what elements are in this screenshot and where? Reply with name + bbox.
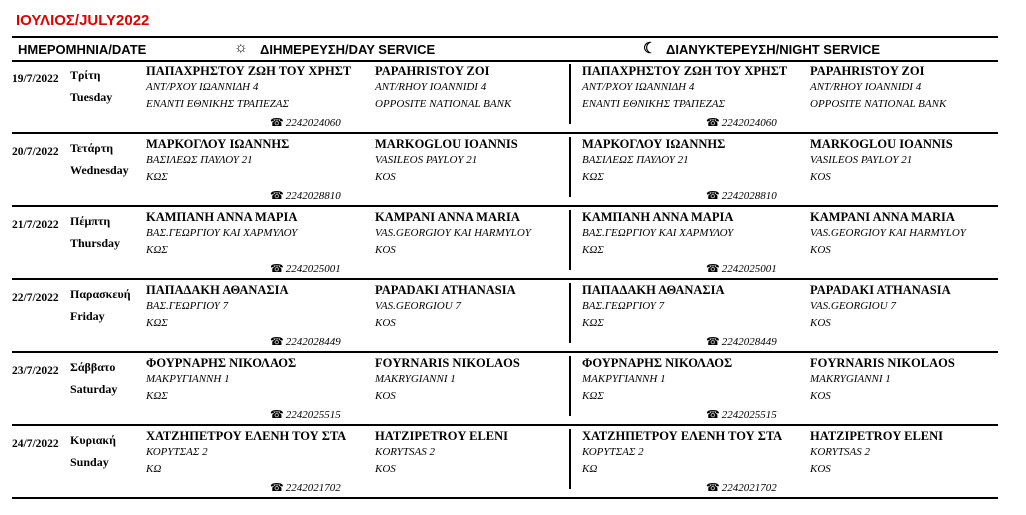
night-pharmacy-name-greek: ΦΟΥΡΝΑΡΗΣ ΝΙΚΟΛΑΟΣ bbox=[582, 356, 733, 370]
phone-icon: ☎ bbox=[270, 263, 284, 275]
weekday-english: Wednesday bbox=[70, 163, 129, 177]
day-city-english: OPPOSITE NATIONAL BANK bbox=[375, 98, 512, 110]
weekday-english: Tuesday bbox=[70, 90, 113, 104]
row-date: 20/7/2022 bbox=[12, 146, 59, 158]
night-service-header: ΔΙΑΝΥΚΤΕΡΕΥΣΗ/NIGHT SERVICE bbox=[666, 42, 881, 57]
day-address-english: VAS.GEORGIOY KAI HARMYLOY bbox=[375, 227, 531, 239]
phone-number: 2242025515 bbox=[285, 409, 341, 421]
night-city-english: KOS bbox=[810, 390, 831, 402]
night-pharmacy-name-greek: ΠΑΠΑΧΡΗΣΤΟΥ ΖΩΗ ΤΟΥ ΧΡΗΣΤ bbox=[582, 64, 788, 78]
day-address-greek: ΒΑΣ.ΓΕΩΡΓΙΟΥ 7 bbox=[146, 300, 229, 312]
column-divider bbox=[569, 283, 571, 343]
day-pharmacy-name-english: PAPAHRISTOY ZOI bbox=[375, 64, 490, 78]
day-city-greek: ΚΩ bbox=[146, 463, 162, 475]
row-weekday bbox=[70, 283, 131, 327]
night-pharmacy-name-english: MARKOGLOU IOANNIS bbox=[810, 137, 953, 151]
row-weekday bbox=[70, 429, 116, 473]
day-city-greek: ΚΩΣ bbox=[146, 244, 168, 256]
night-address-greek: ΒΑΣ.ΓΕΩΡΓΙΟΥ ΚΑΙ ΧΑΡΜΥΛΟΥ bbox=[582, 227, 734, 239]
row-date: 19/7/2022 bbox=[12, 73, 59, 85]
night-city-greek: ΕΝΑΝΤΙ ΕΘΝΙΚΗΣ ΤΡΑΠΕΖΑΣ bbox=[582, 98, 726, 110]
day-city-english: KOS bbox=[375, 317, 396, 329]
night-address-greek: ΒΑΣ.ΓΕΩΡΓΙΟΥ 7 bbox=[582, 300, 665, 312]
day-pharmacy-name-greek: ΦΟΥΡΝΑΡΗΣ ΝΙΚΟΛΑΟΣ bbox=[146, 356, 297, 370]
night-address-english: VAS.GEORGIOY KAI HARMYLOY bbox=[810, 227, 966, 239]
night-address-greek: ΚΟΡΥΤΣΑΣ 2 bbox=[582, 446, 644, 458]
table-row bbox=[12, 60, 998, 134]
weekday-greek: Πέμπτη bbox=[70, 214, 111, 228]
phone-number: 2242021702 bbox=[285, 482, 341, 494]
night-address-greek: ΒΑΣΙΛΕΩΣ ΠΑΥΛΟΥ 21 bbox=[582, 154, 689, 166]
night-pharmacy-name-greek: ΚΑΜΠΑΝΗ ΑΝΝΑ ΜΑΡΙΑ bbox=[582, 210, 734, 224]
row-weekday bbox=[70, 210, 120, 254]
day-address-greek: ΚΟΡΥΤΣΑΣ 2 bbox=[146, 446, 208, 458]
night-city-greek: ΚΩΣ bbox=[582, 171, 604, 183]
column-divider bbox=[569, 137, 571, 197]
day-city-english: KOS bbox=[375, 171, 396, 183]
row-weekday bbox=[70, 356, 117, 400]
phone-icon: ☎ bbox=[706, 117, 720, 129]
phone-number: 2242025515 bbox=[721, 409, 777, 421]
night-phone bbox=[706, 116, 777, 129]
phone-number: 2242028810 bbox=[285, 190, 341, 202]
day-pharmacy-name-greek: ΜΑΡΚΟΓΛΟΥ ΙΩΑΝΝΗΣ bbox=[146, 137, 290, 151]
phone-number: 2242028449 bbox=[285, 336, 341, 348]
weekday-english: Friday bbox=[70, 309, 105, 323]
phone-number: 2242028449 bbox=[721, 336, 777, 348]
day-address-english: KORYTSAS 2 bbox=[375, 446, 436, 458]
row-date: 24/7/2022 bbox=[12, 438, 59, 450]
phone-icon: ☎ bbox=[706, 190, 720, 202]
night-phone bbox=[706, 408, 777, 421]
row-weekday bbox=[70, 137, 129, 181]
day-pharmacy-name-english: FOYRNARIS NIKOLAOS bbox=[375, 356, 520, 370]
day-address-greek: ΒΑΣΙΛΕΩΣ ΠΑΥΛΟΥ 21 bbox=[146, 154, 253, 166]
weekday-english: Thursday bbox=[70, 236, 121, 250]
row-date: 23/7/2022 bbox=[12, 365, 59, 377]
day-address-greek: ΑΝΤ/ΡΧΟΥ ΙΩΑΝΝΙΔΗ 4 bbox=[146, 81, 259, 93]
night-pharmacy-name-english: FOYRNARIS NIKOLAOS bbox=[810, 356, 955, 370]
day-pharmacy-name-greek: ΧΑΤΖΗΠΕΤΡΟΥ ΕΛΕΝΗ ΤΟΥ ΣΤΑ bbox=[146, 429, 347, 443]
weekday-english: Sunday bbox=[70, 455, 109, 469]
day-phone bbox=[270, 262, 341, 275]
day-pharmacy-name-english: PAPADAKI ATHANASIA bbox=[375, 283, 516, 297]
phone-icon: ☎ bbox=[270, 336, 284, 348]
night-address-english: VAS.GEORGIOU 7 bbox=[810, 300, 896, 312]
night-city-greek: ΚΩΣ bbox=[582, 244, 604, 256]
phone-number: 2242021702 bbox=[721, 482, 777, 494]
night-city-greek: ΚΩΣ bbox=[582, 317, 604, 329]
day-address-english: VAS.GEORGIOU 7 bbox=[375, 300, 461, 312]
day-address-greek: ΒΑΣ.ΓΕΩΡΓΙΟΥ ΚΑΙ ΧΑΡΜΥΛΟΥ bbox=[146, 227, 298, 239]
phone-number: 2242024060 bbox=[721, 117, 777, 129]
day-phone bbox=[270, 189, 341, 202]
column-divider bbox=[569, 429, 571, 489]
night-city-english: KOS bbox=[810, 317, 831, 329]
day-city-english: KOS bbox=[375, 390, 396, 402]
row-date: 22/7/2022 bbox=[12, 292, 59, 304]
phone-icon: ☎ bbox=[706, 482, 720, 494]
day-city-greek: ΕΝΑΝΤΙ ΕΘΝΙΚΗΣ ΤΡΑΠΕΖΑΣ bbox=[146, 98, 290, 110]
night-city-english: OPPOSITE NATIONAL BANK bbox=[810, 98, 947, 110]
phone-number: 2242025001 bbox=[285, 263, 341, 275]
weekday-greek: Κυριακή bbox=[70, 433, 116, 447]
night-city-english: KOS bbox=[810, 244, 831, 256]
column-divider bbox=[569, 64, 571, 124]
table-row bbox=[12, 279, 998, 353]
night-address-greek: ΜΑΚΡΥΓΙΑΝΝΗ 1 bbox=[582, 373, 666, 385]
day-service-header: ΔΙΗΜΕΡΕΥΣΗ/DAY SERVICE bbox=[260, 42, 436, 57]
weekday-greek: Σάββατο bbox=[70, 360, 116, 374]
night-address-english: MAKRYGIANNI 1 bbox=[810, 373, 891, 385]
column-divider bbox=[569, 210, 571, 270]
sun-icon: ☼ bbox=[234, 39, 248, 56]
night-pharmacy-name-english: KAMPANI ANNA MARIA bbox=[810, 210, 955, 224]
night-pharmacy-name-english: PAPADAKI ATHANASIA bbox=[810, 283, 951, 297]
phone-number: 2242025001 bbox=[721, 263, 777, 275]
day-pharmacy-name-greek: ΠΑΠΑΔΑΚΗ ΑΘΑΝΑΣΙΑ bbox=[146, 283, 289, 297]
day-pharmacy-name-greek: ΚΑΜΠΑΝΗ ΑΝΝΑ ΜΑΡΙΑ bbox=[146, 210, 298, 224]
day-pharmacy-name-english: HATZIPETROY ELENI bbox=[375, 429, 509, 443]
night-phone bbox=[706, 481, 777, 494]
night-address-english: KORYTSAS 2 bbox=[810, 446, 871, 458]
day-city-greek: ΚΩΣ bbox=[146, 317, 168, 329]
day-phone bbox=[270, 335, 341, 348]
day-address-greek: ΜΑΚΡΥΓΙΑΝΝΗ 1 bbox=[146, 373, 230, 385]
weekday-greek: Τετάρτη bbox=[70, 141, 114, 155]
night-address-english: ANT/RHOY IOANNIDI 4 bbox=[810, 81, 922, 93]
phone-icon: ☎ bbox=[706, 263, 720, 275]
day-city-greek: ΚΩΣ bbox=[146, 390, 168, 402]
table-row bbox=[12, 352, 998, 426]
night-phone bbox=[706, 262, 777, 275]
row-date: 21/7/2022 bbox=[12, 219, 59, 231]
date-column-header: ΗΜΕΡΟΜΗΝΙΑ/DATE bbox=[18, 42, 147, 57]
weekday-greek: Τρίτη bbox=[70, 68, 101, 82]
table-row bbox=[12, 133, 998, 207]
night-pharmacy-name-greek: ΜΑΡΚΟΓΛΟΥ ΙΩΑΝΝΗΣ bbox=[582, 137, 726, 151]
table-row bbox=[12, 425, 998, 499]
night-pharmacy-name-greek: ΧΑΤΖΗΠΕΤΡΟΥ ΕΛΕΝΗ ΤΟΥ ΣΤΑ bbox=[582, 429, 783, 443]
day-address-english: VASILEOS PAYLOY 21 bbox=[375, 154, 478, 166]
day-city-english: KOS bbox=[375, 463, 396, 475]
day-phone bbox=[270, 481, 341, 494]
night-pharmacy-name-english: HATZIPETROY ELENI bbox=[810, 429, 944, 443]
phone-icon: ☎ bbox=[706, 409, 720, 421]
weekday-english: Saturday bbox=[70, 382, 118, 396]
phone-icon: ☎ bbox=[270, 117, 284, 129]
table-row bbox=[12, 206, 998, 280]
column-divider bbox=[569, 356, 571, 416]
day-phone bbox=[270, 116, 341, 129]
phone-icon: ☎ bbox=[706, 336, 720, 348]
day-pharmacy-name-english: KAMPANI ANNA MARIA bbox=[375, 210, 520, 224]
night-address-english: VASILEOS PAYLOY 21 bbox=[810, 154, 913, 166]
phone-icon: ☎ bbox=[270, 409, 284, 421]
weekday-greek: Παρασκευή bbox=[70, 287, 131, 301]
phone-icon: ☎ bbox=[270, 482, 284, 494]
table-header bbox=[12, 36, 998, 62]
day-pharmacy-name-greek: ΠΑΠΑΧΡΗΣΤΟΥ ΖΩΗ ΤΟΥ ΧΡΗΣΤ bbox=[146, 64, 352, 78]
row-weekday bbox=[70, 64, 112, 108]
night-city-english: KOS bbox=[810, 171, 831, 183]
day-address-english: MAKRYGIANNI 1 bbox=[375, 373, 456, 385]
phone-number: 2242028810 bbox=[721, 190, 777, 202]
page-title: ΙΟΥΛΙΟΣ/JULY2022 bbox=[16, 12, 150, 29]
day-pharmacy-name-english: MARKOGLOU IOANNIS bbox=[375, 137, 518, 151]
phone-number: 2242024060 bbox=[285, 117, 341, 129]
day-city-english: KOS bbox=[375, 244, 396, 256]
night-city-greek: ΚΩ bbox=[582, 463, 598, 475]
night-phone bbox=[706, 335, 777, 348]
moon-icon: ☾ bbox=[643, 40, 657, 57]
night-address-greek: ΑΝΤ/ΡΧΟΥ ΙΩΑΝΝΙΔΗ 4 bbox=[582, 81, 695, 93]
day-address-english: ANT/RHOY IOANNIDI 4 bbox=[375, 81, 487, 93]
night-pharmacy-name-english: PAPAHRISTOY ZOI bbox=[810, 64, 925, 78]
night-pharmacy-name-greek: ΠΑΠΑΔΑΚΗ ΑΘΑΝΑΣΙΑ bbox=[582, 283, 725, 297]
night-phone bbox=[706, 189, 777, 202]
night-city-greek: ΚΩΣ bbox=[582, 390, 604, 402]
day-city-greek: ΚΩΣ bbox=[146, 171, 168, 183]
phone-icon: ☎ bbox=[270, 190, 284, 202]
night-city-english: KOS bbox=[810, 463, 831, 475]
day-phone bbox=[270, 408, 341, 421]
